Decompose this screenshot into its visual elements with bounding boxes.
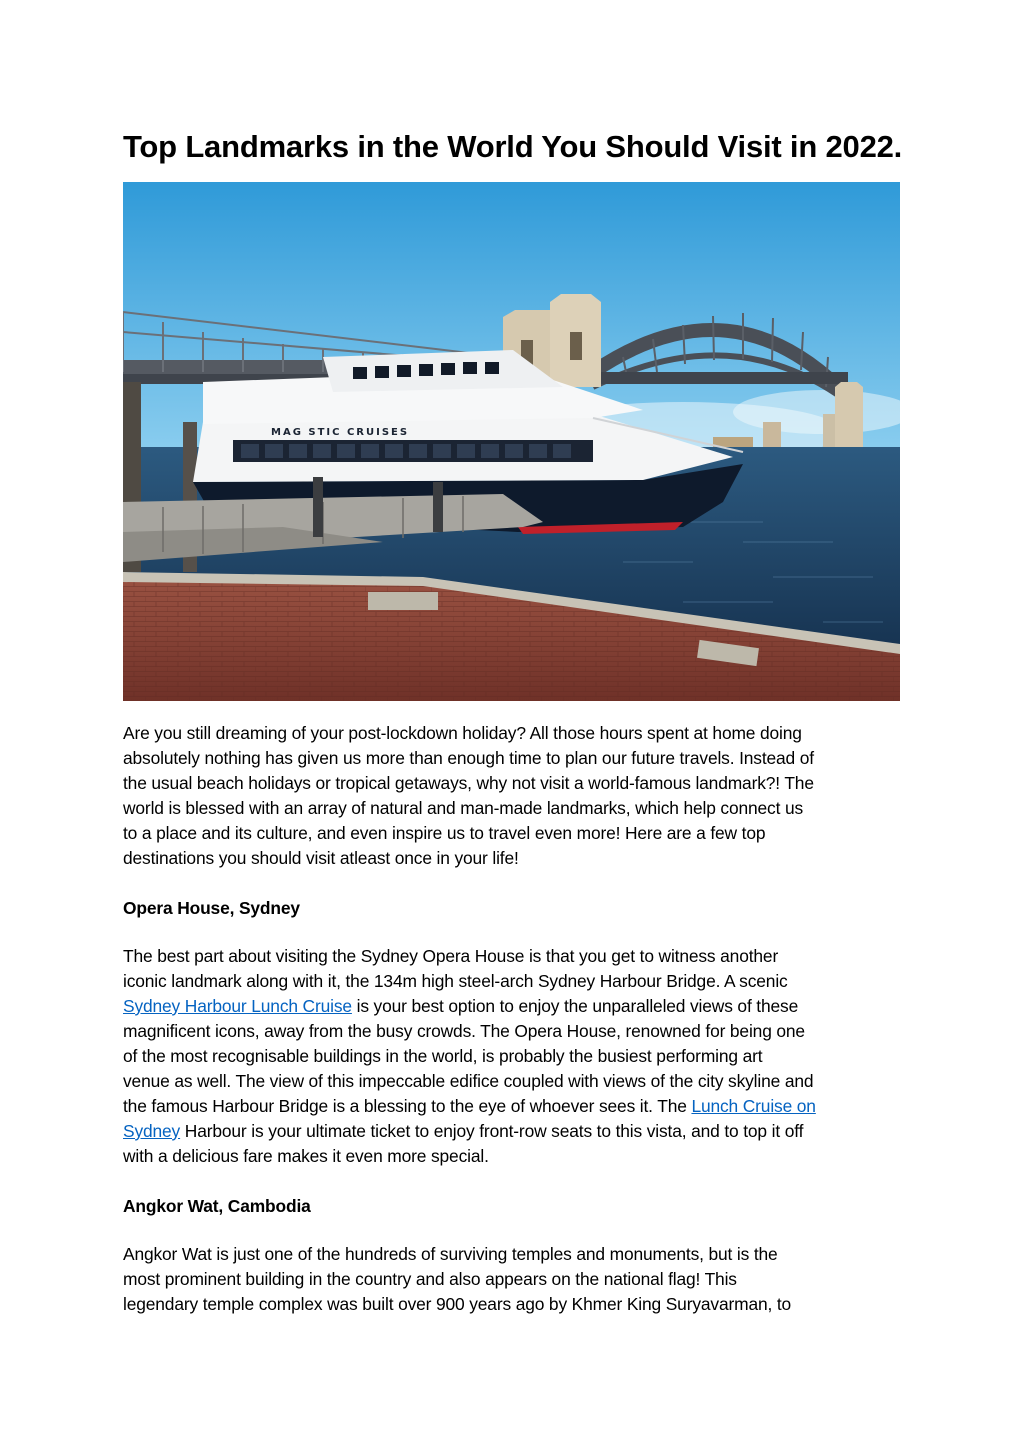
- angkor-line: Angkor Wat is just one of the hundreds of surviving temples and monuments, but is the: [123, 1244, 778, 1264]
- angkor-paragraph: [123, 1242, 903, 1317]
- section-heading-opera: Opera House, Sydney: [123, 898, 300, 918]
- harbour-cruise-photo: [123, 182, 900, 701]
- angkor-line: most prominent building in the country and also appears on the national flag! This: [123, 1269, 737, 1289]
- opera-line: with a delicious fare makes it even more special.: [123, 1146, 489, 1166]
- opera-line-text: the famous Harbour Bridge is a blessing to the eye of whoever sees it. The: [123, 1096, 692, 1116]
- lunch-cruise-sydney-link-part1[interactable]: Lunch Cruise on: [691, 1096, 816, 1116]
- intro-line: to a place and its culture, and even inspire us to travel even more! Here are a few top: [123, 823, 766, 843]
- opera-line-text: is your best option to enjoy the unparalleled views of these: [351, 996, 799, 1016]
- opera-line-text: Harbour is your ultimate ticket to enjoy front-row seats to this vista, and to top it off: [180, 1121, 804, 1141]
- opera-line: venue as well. The view of this impeccable edifice coupled with views of the city skyline and: [123, 1071, 814, 1091]
- opera-line: [123, 1119, 903, 1144]
- opera-line: [123, 1094, 903, 1119]
- lunch-cruise-sydney-link-part2[interactable]: Sydney: [123, 1121, 181, 1141]
- opera-line: The best part about visiting the Sydney Opera House is that you get to witness another: [123, 946, 779, 966]
- intro-line: absolutely nothing has given us more than enough time to plan our future travels. Instead of: [123, 748, 814, 768]
- boat-name: MAG STIC CRUISES: [271, 427, 410, 438]
- intro-paragraph: [123, 721, 903, 871]
- intro-line: Are you still dreaming of your post-lockdown holiday? All those hours spent at home doing: [123, 723, 802, 743]
- intro-line: world is blessed with an array of natural and man-made landmarks, which help connect us: [123, 798, 804, 818]
- intro-line: the usual beach holidays or tropical getaways, why not visit a world-famous landmark?! The: [123, 773, 814, 793]
- opera-line: iconic landmark along with it, the 134m high steel-arch Sydney Harbour Bridge. A scenic: [123, 971, 788, 991]
- opera-paragraph: [123, 944, 903, 1169]
- section-heading-angkor: Angkor Wat, Cambodia: [123, 1196, 311, 1216]
- opera-line: of the most recognisable buildings in the world, is probably the busiest performing art: [123, 1046, 763, 1066]
- intro-line: destinations you should visit atleast once in your life!: [123, 848, 519, 868]
- lunch-cruise-link[interactable]: Sydney Harbour Lunch Cruise: [123, 996, 352, 1016]
- opera-line: [123, 994, 903, 1019]
- angkor-line: legendary temple complex was built over 900 years ago by Khmer King Suryavarman, to: [123, 1294, 792, 1314]
- opera-line: magnificent icons, away from the busy crowds. The Opera House, renowned for being one: [123, 1021, 805, 1041]
- article-title: Top Landmarks in the World You Should Visit in 2022.: [123, 129, 903, 164]
- hero-image: [123, 182, 900, 701]
